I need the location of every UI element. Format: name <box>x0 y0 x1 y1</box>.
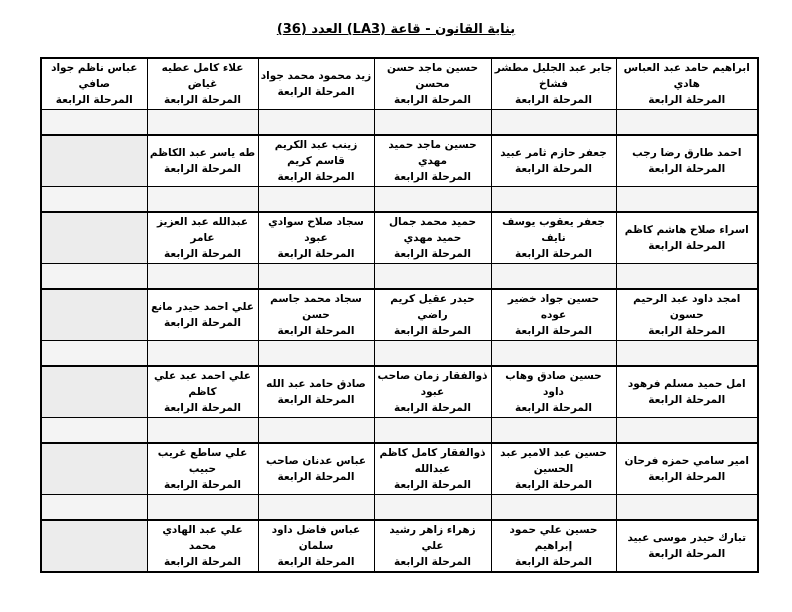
table-row <box>41 135 758 187</box>
stage-label: المرحلة الرابعة <box>394 401 471 414</box>
student-cell <box>41 58 147 110</box>
empty-cell <box>616 418 758 444</box>
student-name: امير سامي حمزه فرحان <box>624 455 749 468</box>
student-cell <box>491 135 616 187</box>
student-name: عبدالله عبد العزيز عامر <box>156 216 249 245</box>
table-row <box>41 212 758 264</box>
stage-label: المرحلة الرابعة <box>164 401 241 414</box>
student-name: جعفر حازم ثامر عبيد <box>500 147 607 160</box>
empty-cell <box>41 443 147 495</box>
stage-label: المرحلة الرابعة <box>648 239 726 252</box>
student-cell <box>258 289 374 341</box>
empty-cell <box>41 110 147 136</box>
stage-label: المرحلة الرابعة <box>515 478 592 491</box>
student-name: ابراهيم حامد عبد العباس هادي <box>623 62 750 91</box>
empty-cell <box>616 187 758 213</box>
student-name: علاء كامل عطيه غياض <box>161 62 244 91</box>
stage-label: المرحلة الرابعة <box>515 93 592 106</box>
stage-label: المرحلة الرابعة <box>515 401 592 414</box>
empty-cell <box>41 418 147 444</box>
empty-cell <box>616 341 758 367</box>
page-title: بناية القانون - قاعة (LA3) العدد (36) <box>276 22 516 37</box>
student-name: زهراء زاهر رشيد علي <box>389 524 476 553</box>
student-cell <box>258 520 374 572</box>
separator-row <box>41 341 758 367</box>
student-name: طه ياسر عبد الكاظم <box>149 147 256 160</box>
empty-cell <box>258 110 374 136</box>
stage-label: المرحلة الرابعة <box>164 162 241 175</box>
student-cell <box>258 443 374 495</box>
student-name: حسين جواد خضير عوده <box>507 293 600 322</box>
student-name: علي ساطع غريب حبيب <box>157 447 248 476</box>
student-cell <box>147 58 258 110</box>
student-cell <box>147 520 258 572</box>
student-cell <box>616 520 758 572</box>
student-cell <box>616 443 758 495</box>
student-cell <box>147 135 258 187</box>
stage-label: المرحلة الرابعة <box>277 470 355 483</box>
student-cell <box>491 366 616 418</box>
student-name: علي عبد الهادي محمد <box>162 524 243 553</box>
student-cell <box>147 289 258 341</box>
empty-cell <box>374 418 491 444</box>
student-name: حيدر عقيل كريم راضي <box>390 293 475 322</box>
separator-row <box>41 418 758 444</box>
student-name: عباس ناظم جواد صافي <box>51 62 138 91</box>
empty-cell <box>147 110 258 136</box>
table-row <box>41 366 758 418</box>
empty-cell <box>616 110 758 136</box>
empty-cell <box>491 341 616 367</box>
stage-label: المرحلة الرابعة <box>394 555 471 568</box>
exam-hall-roster-table <box>40 57 759 573</box>
student-cell <box>374 520 491 572</box>
student-cell <box>491 58 616 110</box>
student-name: حميد محمد جمال حميد مهدي <box>388 216 477 245</box>
student-name: اسراء صلاح هاشم كاظم <box>624 224 749 237</box>
student-cell <box>147 366 258 418</box>
roster-table-body <box>41 58 758 572</box>
stage-label: المرحلة الرابعة <box>648 393 726 406</box>
student-name: حسين عبد الامير عبد الحسين <box>500 447 607 476</box>
stage-label: المرحلة الرابعة <box>394 93 471 106</box>
student-name: علي احمد عبد علي كاظم <box>154 370 251 399</box>
empty-cell <box>616 264 758 290</box>
empty-cell <box>147 187 258 213</box>
student-name: علي احمد حيدر مانع <box>151 301 254 314</box>
student-name: صادق حامد عبد الله <box>266 378 366 391</box>
table-row <box>41 289 758 341</box>
student-name: حسين ماجد حسن محسن <box>386 62 479 91</box>
student-cell <box>258 366 374 418</box>
stage-label: المرحلة الرابعة <box>164 555 241 568</box>
empty-cell <box>491 264 616 290</box>
empty-cell <box>41 212 147 264</box>
table-row <box>41 58 758 110</box>
student-cell <box>491 289 616 341</box>
student-cell <box>491 520 616 572</box>
stage-label: المرحلة الرابعة <box>648 93 726 106</box>
stage-label: المرحلة الرابعة <box>164 478 241 491</box>
empty-cell <box>41 135 147 187</box>
empty-cell <box>374 264 491 290</box>
stage-label: المرحلة الرابعة <box>164 316 241 329</box>
student-name: امل حميد مسلم فرهود <box>627 378 746 391</box>
student-name: جعفر يعقوب يوسف نايف <box>502 216 605 245</box>
student-cell <box>374 443 491 495</box>
empty-cell <box>374 187 491 213</box>
student-name: ذوالفقار كامل كاظم عبدالله <box>379 447 486 476</box>
empty-cell <box>41 341 147 367</box>
student-name: زيد محمود محمد جواد <box>260 70 372 83</box>
empty-cell <box>41 495 147 521</box>
student-cell <box>258 58 374 110</box>
separator-row <box>41 110 758 136</box>
empty-cell <box>491 187 616 213</box>
stage-label: المرحلة الرابعة <box>55 93 133 106</box>
separator-row <box>41 264 758 290</box>
empty-cell <box>258 341 374 367</box>
student-name: زينب عبد الكريم قاسم كريم <box>274 139 358 168</box>
student-name: ذوالفقار زمان صاحب عبود <box>377 370 488 399</box>
stage-label: المرحلة الرابعة <box>277 555 355 568</box>
student-cell <box>616 135 758 187</box>
stage-label: المرحلة الرابعة <box>277 247 355 260</box>
stage-label: المرحلة الرابعة <box>515 324 592 337</box>
stage-label: المرحلة الرابعة <box>515 162 592 175</box>
student-name: عباس عدنان صاحب <box>265 455 367 468</box>
stage-label: المرحلة الرابعة <box>394 170 471 183</box>
student-cell <box>616 212 758 264</box>
empty-cell <box>147 495 258 521</box>
student-name: سجاد محمد جاسم حسن <box>270 293 362 322</box>
student-cell <box>374 135 491 187</box>
table-row <box>41 520 758 572</box>
stage-label: المرحلة الرابعة <box>648 470 726 483</box>
stage-label: المرحلة الرابعة <box>394 324 471 337</box>
student-cell <box>374 212 491 264</box>
empty-cell <box>374 341 491 367</box>
empty-cell <box>41 264 147 290</box>
empty-cell <box>258 264 374 290</box>
empty-cell <box>374 110 491 136</box>
empty-cell <box>491 418 616 444</box>
empty-cell <box>147 264 258 290</box>
empty-cell <box>616 495 758 521</box>
empty-cell <box>41 289 147 341</box>
stage-label: المرحلة الرابعة <box>164 247 241 260</box>
student-name: حسين ماجد حميد مهدي <box>388 139 477 168</box>
student-cell <box>258 135 374 187</box>
student-cell <box>616 289 758 341</box>
student-cell <box>374 58 491 110</box>
student-name: سجاد صلاح سوادي عبود <box>268 216 364 245</box>
student-cell <box>258 212 374 264</box>
stage-label: المرحلة الرابعة <box>648 324 726 337</box>
student-name: حسين علي حمود إبراهيم <box>509 524 598 553</box>
student-cell <box>616 58 758 110</box>
empty-cell <box>147 418 258 444</box>
stage-label: المرحلة الرابعة <box>277 324 355 337</box>
student-cell <box>147 212 258 264</box>
student-name: عباس فاضل داود سلمان <box>271 524 361 553</box>
stage-label: المرحلة الرابعة <box>394 478 471 491</box>
empty-cell <box>258 418 374 444</box>
empty-cell <box>41 520 147 572</box>
student-cell <box>491 443 616 495</box>
stage-label: المرحلة الرابعة <box>515 555 592 568</box>
stage-label: المرحلة الرابعة <box>164 93 241 106</box>
student-cell <box>616 366 758 418</box>
empty-cell <box>374 495 491 521</box>
empty-cell <box>491 495 616 521</box>
empty-cell <box>491 110 616 136</box>
stage-label: المرحلة الرابعة <box>515 247 592 260</box>
student-name: حسين صادق وهاب داود <box>505 370 602 399</box>
stage-label: المرحلة الرابعة <box>277 393 355 406</box>
empty-cell <box>41 366 147 418</box>
student-cell <box>374 289 491 341</box>
student-cell <box>374 366 491 418</box>
stage-label: المرحلة الرابعة <box>648 162 726 175</box>
empty-cell <box>41 187 147 213</box>
student-name: احمد طارق رضا رجب <box>632 147 742 160</box>
student-name: تبارك حيدر موسى عبيد <box>627 532 747 545</box>
stage-label: المرحلة الرابعة <box>648 547 726 560</box>
table-row <box>41 443 758 495</box>
stage-label: المرحلة الرابعة <box>277 170 355 183</box>
student-name: جابر عبد الجليل مطشر فشاخ <box>494 62 613 91</box>
empty-cell <box>258 495 374 521</box>
student-name: امجد داود عبد الرحيم حسون <box>633 293 741 322</box>
stage-label: المرحلة الرابعة <box>277 85 355 98</box>
student-cell <box>491 212 616 264</box>
empty-cell <box>258 187 374 213</box>
student-cell <box>147 443 258 495</box>
separator-row <box>41 495 758 521</box>
empty-cell <box>147 341 258 367</box>
separator-row <box>41 187 758 213</box>
stage-label: المرحلة الرابعة <box>394 247 471 260</box>
